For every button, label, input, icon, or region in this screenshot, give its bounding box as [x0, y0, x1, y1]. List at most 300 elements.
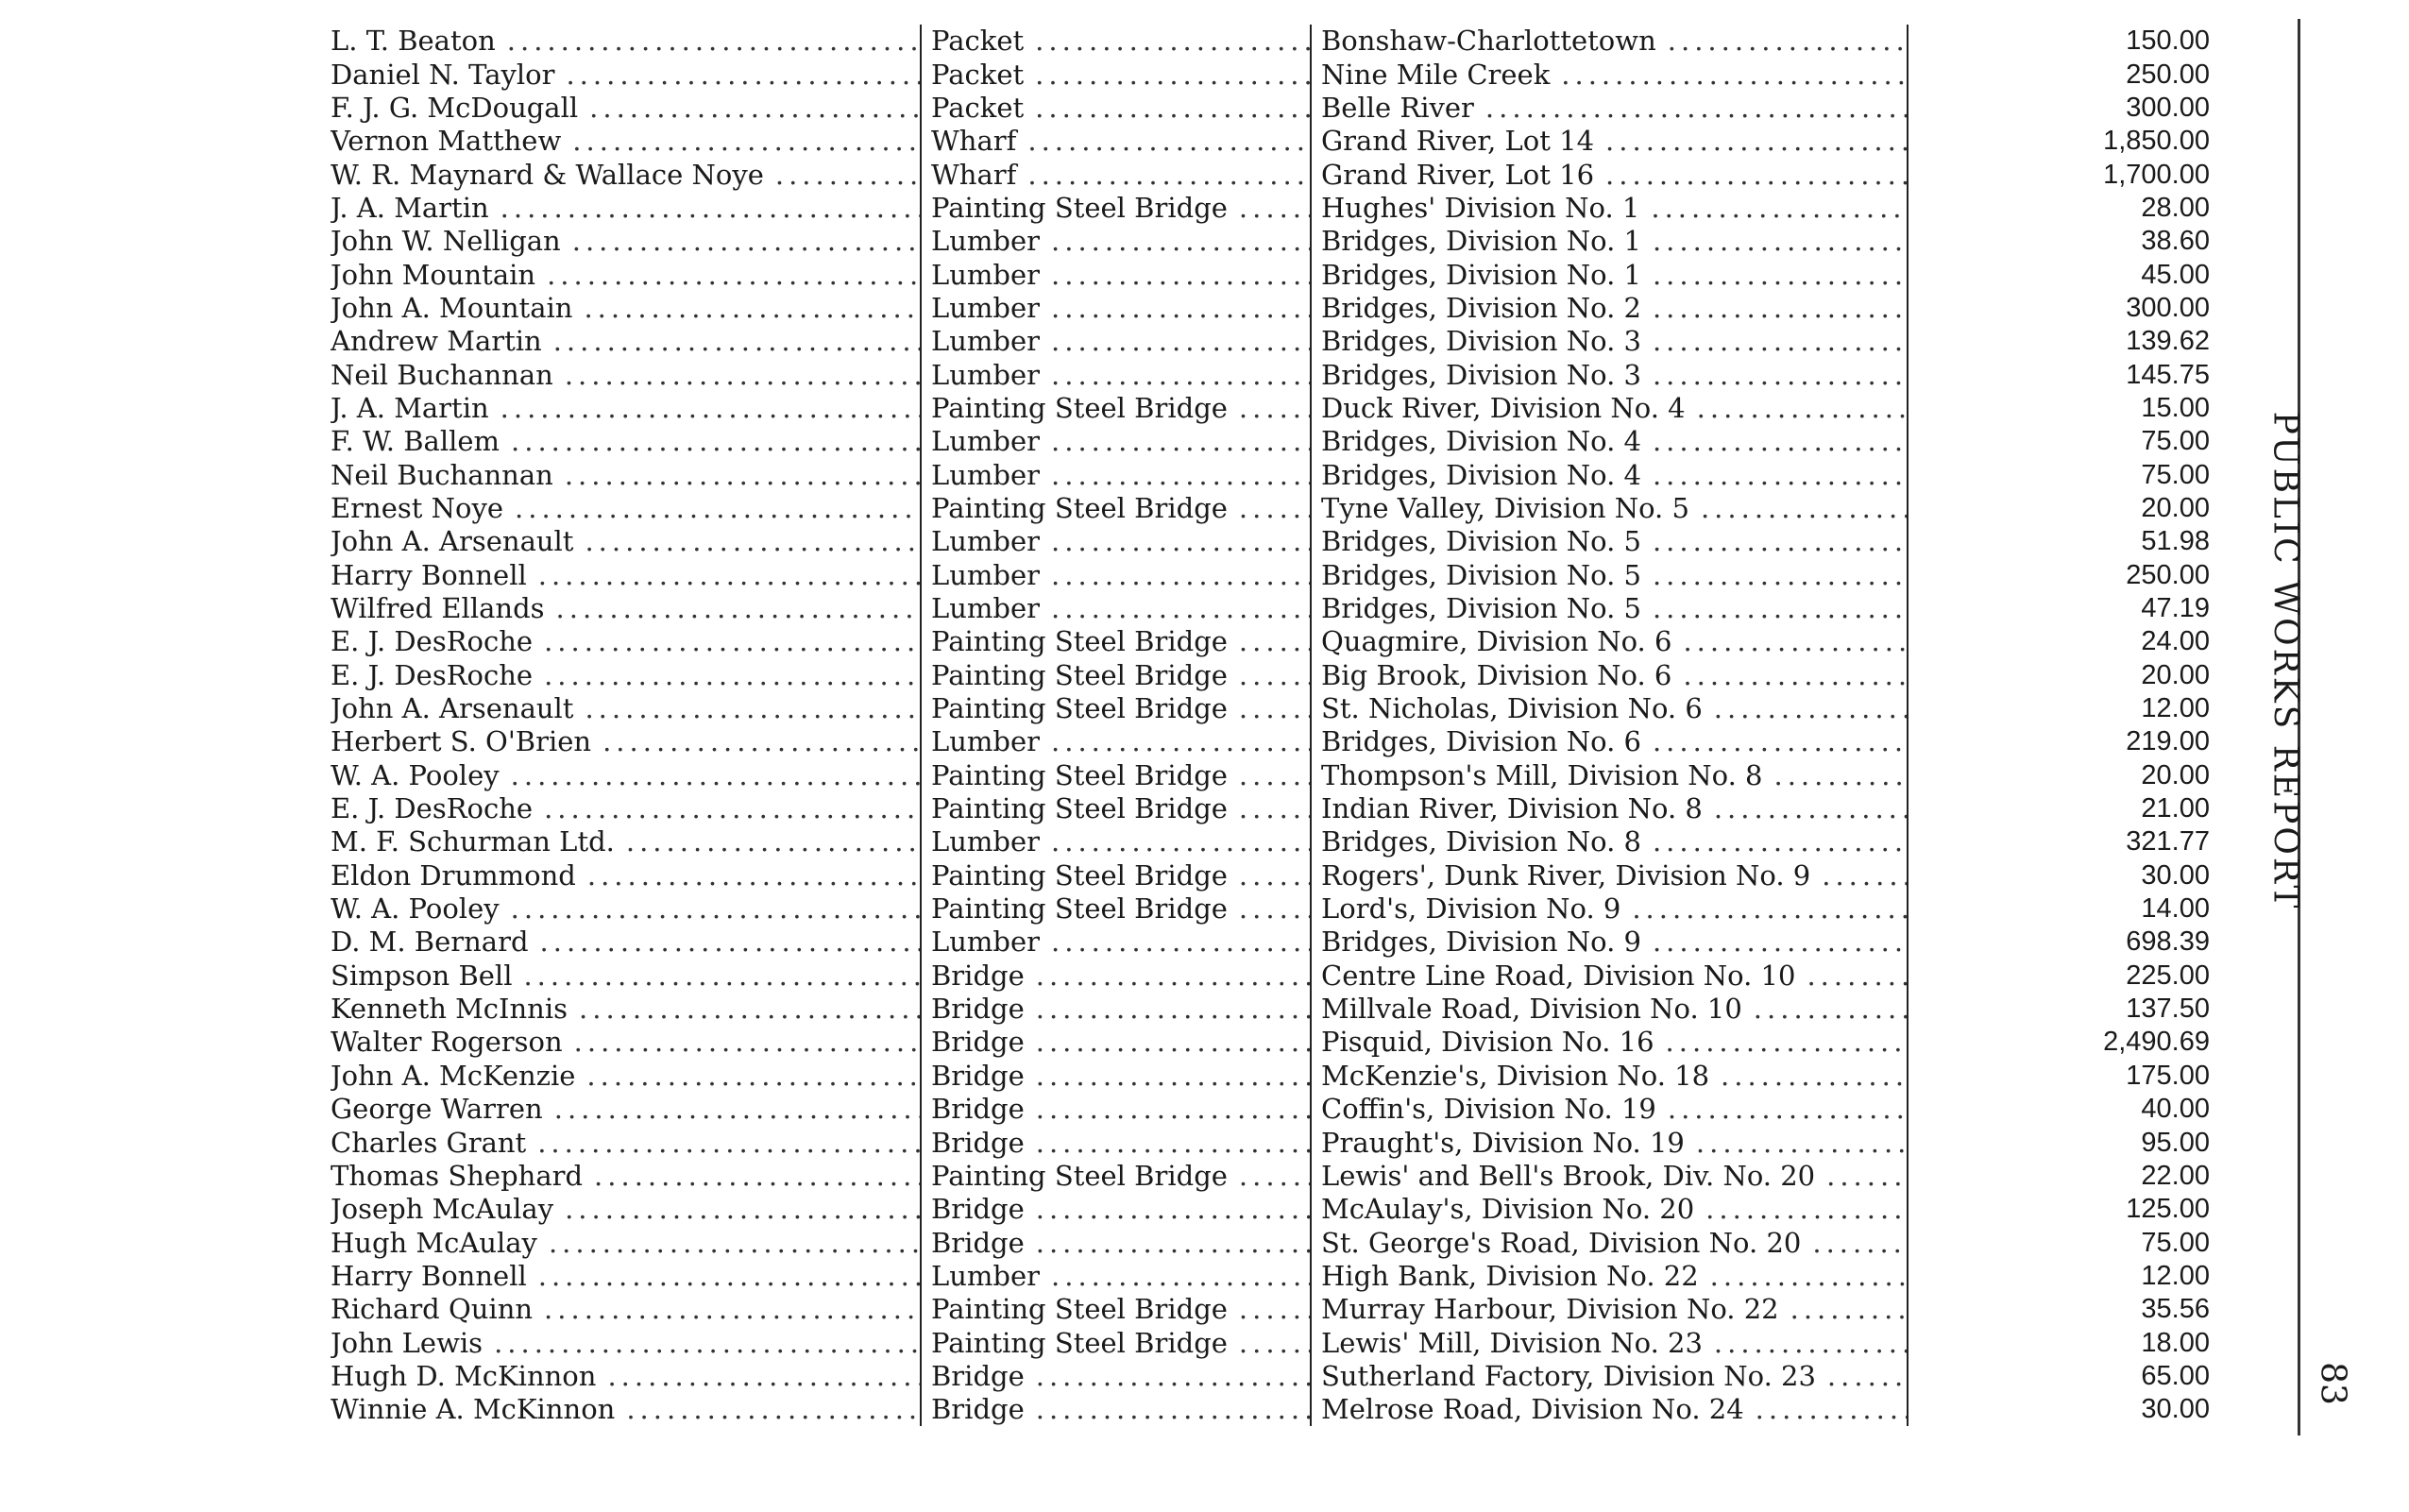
table-row [331, 192, 2238, 225]
work-location: Lord's, Division No. 9 [1321, 892, 1621, 926]
amount: 22.00 [2141, 1160, 2210, 1191]
amount: 150.00 [2126, 25, 2210, 57]
dot-leader [547, 259, 920, 292]
work-location-cell [1311, 458, 1908, 491]
payee-name-cell [331, 92, 921, 125]
work-type: Lumber [931, 325, 1041, 358]
work-type-cell [921, 1326, 1311, 1359]
dot-leader [1632, 892, 1907, 926]
dot-leader [538, 1260, 920, 1293]
dot-leader [544, 792, 920, 825]
table-row [331, 1226, 2238, 1259]
work-location: Grand River, Lot 16 [1321, 158, 1595, 191]
payee-name: W. A. Pooley [331, 892, 500, 926]
dot-leader [572, 225, 920, 258]
payee-name-cell [331, 1060, 921, 1093]
payee-name-cell [331, 58, 921, 91]
payee-name: E. J. DesRoche [331, 625, 534, 658]
amount: 15.00 [2141, 392, 2210, 423]
work-location: Lewis' and Bell's Brook, Div. No. 20 [1321, 1159, 1816, 1192]
payments-table-body [331, 25, 2238, 1426]
dot-leader [1721, 1060, 1907, 1093]
work-location: Bridges, Division No. 2 [1321, 291, 1641, 324]
dot-leader [1653, 425, 1907, 458]
work-type: Bridge [931, 1059, 1025, 1092]
work-type: Packet [931, 58, 1025, 91]
dot-leader [1714, 692, 1907, 725]
work-type: Lumber [931, 458, 1041, 491]
amount: 75.00 [2141, 1227, 2210, 1258]
work-location-cell [1311, 1293, 1908, 1326]
table-row [331, 225, 2238, 258]
table-row [331, 125, 2238, 158]
dot-leader [1239, 1293, 1310, 1326]
payee-name: F. J. G. McDougall [331, 91, 579, 124]
work-type: Lumber [931, 1259, 1041, 1292]
table-row [331, 1093, 2238, 1126]
work-location-cell [1311, 725, 1908, 758]
dot-leader [1790, 1293, 1907, 1326]
work-type: Bridge [931, 1126, 1025, 1159]
dot-leader [511, 425, 920, 458]
work-location: Grand River, Lot 14 [1321, 125, 1595, 158]
amount: 30.00 [2141, 1394, 2210, 1425]
dot-leader [1653, 926, 1907, 959]
payee-name: W. A. Pooley [331, 758, 500, 791]
dot-leader [1653, 359, 1907, 392]
work-location: Bridges, Division No. 5 [1321, 525, 1641, 558]
work-type-cell [921, 492, 1311, 525]
amount: 47.19 [2141, 593, 2210, 624]
work-location: Hughes' Division No. 1 [1321, 191, 1640, 224]
amount: 95.00 [2141, 1127, 2210, 1158]
dot-leader [1051, 926, 1310, 959]
work-location-cell [1311, 1126, 1908, 1159]
work-location-cell [1311, 625, 1908, 658]
amount: 40.00 [2141, 1094, 2210, 1125]
dot-leader [1653, 325, 1907, 358]
work-location: Pisquid, Division No. 16 [1321, 1026, 1654, 1059]
dot-leader [1035, 59, 1310, 92]
work-location: Belle River [1321, 91, 1474, 124]
amount: 300.00 [2126, 292, 2210, 323]
work-type: Painting Steel Bridge [931, 758, 1228, 791]
work-type: Lumber [931, 725, 1041, 758]
payee-name-cell [331, 1393, 921, 1426]
table-row [331, 492, 2238, 525]
dot-leader [1027, 125, 1310, 158]
work-location-cell [1311, 993, 1908, 1026]
payee-name: John Lewis [331, 1326, 483, 1359]
table-row [331, 859, 2238, 892]
dot-leader [507, 25, 920, 58]
payee-name: L. T. Beaton [331, 25, 496, 58]
payee-name-cell [331, 1126, 921, 1159]
dot-leader [523, 960, 920, 993]
work-type: Painting Steel Bridge [931, 1159, 1228, 1192]
work-location-cell [1311, 1260, 1908, 1293]
dot-leader [775, 159, 920, 192]
payee-name: M. F. Schurman Ltd. [331, 825, 615, 858]
dot-leader [587, 859, 920, 892]
table-row [331, 625, 2238, 658]
work-location: Bridges, Division No. 8 [1321, 825, 1641, 858]
amount: 300.00 [2126, 92, 2210, 123]
work-location: Duck River, Division No. 4 [1321, 391, 1686, 424]
payee-name: Thomas Shephard [331, 1159, 584, 1192]
amount: 35.56 [2141, 1294, 2210, 1325]
dot-leader [549, 1227, 920, 1260]
work-location-cell [1311, 58, 1908, 91]
dot-leader [537, 1127, 920, 1160]
payee-name: John A. McKenzie [331, 1059, 576, 1092]
payee-name: Herbert S. O'Brien [331, 725, 592, 758]
dot-leader [602, 725, 920, 758]
payee-name-cell [331, 859, 921, 892]
table-row [331, 458, 2238, 491]
work-type: Bridge [931, 959, 1025, 992]
table-row [331, 926, 2238, 959]
work-type-cell [921, 392, 1311, 425]
amount: 12.00 [2141, 1260, 2210, 1291]
dot-leader [1653, 525, 1907, 558]
payee-name: D. M. Bernard [331, 926, 529, 959]
table-row [331, 1393, 2238, 1426]
work-type-cell [921, 158, 1311, 191]
work-type: Painting Steel Bridge [931, 1326, 1228, 1359]
work-type-cell [921, 358, 1311, 391]
work-location-cell [1311, 960, 1908, 993]
table-row [331, 425, 2238, 458]
payee-name-cell [331, 825, 921, 858]
payee-name: George Warren [331, 1093, 543, 1126]
work-location: Bridges, Division No. 1 [1321, 258, 1641, 291]
work-location: Bridges, Division No. 4 [1321, 425, 1641, 458]
payee-name: Simpson Bell [331, 959, 513, 992]
work-type: Lumber [931, 592, 1041, 625]
work-type: Lumber [931, 525, 1041, 558]
work-type-cell [921, 425, 1311, 458]
work-location-cell [1311, 1393, 1908, 1426]
table-row [331, 258, 2238, 291]
dot-leader [553, 325, 920, 358]
table-row [331, 358, 2238, 391]
amount: 137.50 [2126, 994, 2210, 1025]
dot-leader [1807, 960, 1907, 993]
dot-leader [1051, 325, 1310, 358]
work-location-cell [1311, 1160, 1908, 1193]
work-type-cell [921, 1093, 1311, 1126]
work-type-cell [921, 58, 1311, 91]
work-type-cell [921, 859, 1311, 892]
work-location: Lewis' Mill, Division No. 23 [1321, 1326, 1703, 1359]
dot-leader [1036, 1360, 1310, 1393]
work-location-cell [1311, 392, 1908, 425]
table-row [331, 993, 2238, 1026]
work-location: Coffin's, Division No. 19 [1321, 1093, 1656, 1126]
work-location: Rogers', Dunk River, Division No. 9 [1321, 858, 1811, 892]
dot-leader [1666, 1026, 1907, 1059]
payee-name: Hugh D. McKinnon [331, 1359, 597, 1392]
amount: 38.60 [2141, 226, 2210, 257]
work-location-cell [1311, 859, 1908, 892]
amount: 14.00 [2141, 893, 2210, 925]
payee-name: John A. Mountain [331, 291, 573, 324]
work-location-cell [1311, 158, 1908, 191]
dot-leader [540, 926, 920, 959]
table-row [331, 825, 2238, 858]
payee-name: Winnie A. McKinnon [331, 1393, 616, 1426]
work-type-cell [921, 960, 1311, 993]
dot-leader [511, 759, 920, 792]
amount: 21.00 [2141, 793, 2210, 824]
payee-name-cell [331, 659, 921, 692]
payee-name-cell [331, 125, 921, 158]
amount: 45.00 [2141, 259, 2210, 290]
payee-name-cell [331, 1360, 921, 1393]
amount: 12.00 [2141, 693, 2210, 724]
amount: 250.00 [2126, 59, 2210, 90]
amount: 250.00 [2126, 559, 2210, 590]
dot-leader [1239, 692, 1310, 725]
payee-name: Andrew Martin [331, 325, 542, 358]
work-location-cell [1311, 325, 1908, 358]
dot-leader [1239, 625, 1310, 658]
dot-leader [565, 1193, 920, 1226]
dot-leader [574, 1026, 920, 1059]
payee-name-cell [331, 325, 921, 358]
work-location-cell [1311, 525, 1908, 558]
table-row [331, 559, 2238, 592]
dot-leader [544, 625, 920, 658]
dot-leader [515, 492, 920, 525]
amount: 28.00 [2141, 192, 2210, 223]
dot-leader [1051, 525, 1310, 558]
work-type: Bridge [931, 1026, 1025, 1059]
table-row [331, 1126, 2238, 1159]
dot-leader [1485, 92, 1907, 125]
work-location-cell [1311, 358, 1908, 391]
work-location-cell [1311, 492, 1908, 525]
work-type-cell [921, 1393, 1311, 1426]
payee-name-cell [331, 1326, 921, 1359]
work-type: Packet [931, 91, 1025, 124]
table-row [331, 659, 2238, 692]
dot-leader [1036, 1060, 1310, 1093]
dot-leader [585, 525, 920, 558]
work-location: McKenzie's, Division No. 18 [1321, 1059, 1710, 1092]
work-type: Lumber [931, 558, 1041, 591]
amount: 18.00 [2141, 1327, 2210, 1358]
dot-leader [1812, 1227, 1907, 1260]
amount: 139.62 [2126, 326, 2210, 357]
dot-leader [1051, 459, 1310, 492]
dot-leader [586, 1060, 920, 1093]
dot-leader [572, 125, 920, 158]
work-type-cell [921, 125, 1311, 158]
work-location: Nine Mile Creek [1321, 58, 1551, 91]
amount: 321.77 [2126, 826, 2210, 858]
work-type-cell [921, 192, 1311, 225]
dot-leader [538, 559, 920, 592]
work-location-cell [1311, 425, 1908, 458]
amount: 20.00 [2141, 492, 2210, 523]
dot-leader [1754, 993, 1907, 1026]
amount: 65.00 [2141, 1360, 2210, 1391]
work-type: Bridge [931, 1393, 1025, 1426]
dot-leader [1653, 259, 1907, 292]
dot-leader [565, 359, 920, 392]
amount: 24.00 [2141, 626, 2210, 657]
dot-leader [1653, 459, 1907, 492]
payee-name: E. J. DesRoche [331, 792, 534, 825]
work-location-cell [1311, 292, 1908, 325]
dot-leader [566, 59, 920, 92]
payee-name: W. R. Maynard & Wallace Noye [331, 158, 764, 191]
work-type: Painting Steel Bridge [931, 191, 1228, 224]
payee-name-cell [331, 458, 921, 491]
payee-name: Harry Bonnell [331, 558, 527, 591]
dot-leader [1756, 1393, 1907, 1426]
amount: 125.00 [2126, 1194, 2210, 1225]
work-location: Bridges, Division No. 4 [1321, 458, 1641, 491]
payee-name-cell [331, 1226, 921, 1259]
table-row [331, 158, 2238, 191]
work-type: Painting Steel Bridge [931, 658, 1228, 691]
dot-leader [554, 1093, 920, 1126]
dot-leader [1036, 1026, 1310, 1059]
dot-leader [1605, 159, 1907, 192]
table-row [331, 759, 2238, 792]
payee-name: Richard Quinn [331, 1293, 534, 1326]
dot-leader [500, 192, 920, 225]
work-type-cell [921, 926, 1311, 959]
dot-leader [1827, 1360, 1907, 1393]
table-row [331, 58, 2238, 91]
work-location: St. George's Road, Division No. 20 [1321, 1226, 1802, 1259]
dot-leader [1705, 1193, 1907, 1226]
work-type-cell [921, 692, 1311, 725]
table-row [331, 792, 2238, 825]
work-type-cell [921, 1193, 1311, 1226]
payee-name-cell [331, 892, 921, 926]
payee-name: John A. Arsenault [331, 692, 574, 725]
dot-leader [1036, 1193, 1310, 1226]
work-type: Lumber [931, 926, 1041, 959]
payee-name-cell [331, 258, 921, 291]
work-location: Centre Line Road, Division No. 10 [1321, 959, 1796, 992]
work-type: Wharf [931, 125, 1017, 158]
payee-name: John A. Arsenault [331, 525, 574, 558]
work-type-cell [921, 225, 1311, 258]
table-row [331, 92, 2238, 125]
dot-leader [1653, 725, 1907, 758]
payee-name-cell [331, 1160, 921, 1193]
payee-name: Walter Rogerson [331, 1026, 563, 1059]
dot-leader [1051, 725, 1310, 758]
payee-name-cell [331, 993, 921, 1026]
work-location: Tyne Valley, Division No. 5 [1321, 491, 1689, 524]
work-location-cell [1311, 926, 1908, 959]
payee-name: J. A. Martin [331, 391, 489, 424]
work-type: Painting Steel Bridge [931, 391, 1228, 424]
work-type: Wharf [931, 158, 1017, 191]
work-type-cell [921, 1260, 1311, 1293]
work-type-cell [921, 292, 1311, 325]
payee-name: E. J. DesRoche [331, 658, 534, 691]
dot-leader [1051, 825, 1310, 858]
work-type: Painting Steel Bridge [931, 792, 1228, 825]
work-location: McAulay's, Division No. 20 [1321, 1193, 1695, 1226]
work-location: Praught's, Division No. 19 [1321, 1126, 1685, 1159]
dot-leader [1774, 759, 1908, 792]
dot-leader [1036, 1227, 1310, 1260]
payee-name-cell [331, 358, 921, 391]
work-location: Big Brook, Division No. 6 [1321, 658, 1672, 691]
work-location-cell [1311, 1060, 1908, 1093]
dot-leader [1668, 25, 1907, 58]
work-type: Painting Steel Bridge [931, 892, 1228, 926]
work-type-cell [921, 1060, 1311, 1093]
dot-leader [500, 392, 920, 425]
work-location-cell [1311, 592, 1908, 625]
amount: 145.75 [2126, 359, 2210, 390]
dot-leader [1036, 1093, 1310, 1126]
payee-name: J. A. Martin [331, 191, 489, 224]
amount: 51.98 [2141, 526, 2210, 557]
work-location: Bridges, Division No. 6 [1321, 725, 1641, 758]
payee-name-cell [331, 1026, 921, 1059]
payee-name-cell [331, 525, 921, 558]
payee-name-cell [331, 926, 921, 959]
work-type-cell [921, 1226, 1311, 1259]
dot-leader [1239, 859, 1310, 892]
work-location-cell [1311, 759, 1908, 792]
work-type: Bridge [931, 1093, 1025, 1126]
work-type: Painting Steel Bridge [931, 491, 1228, 524]
work-location: High Bank, Division No. 22 [1321, 1259, 1699, 1292]
dot-leader [589, 92, 920, 125]
work-location: Bridges, Division No. 9 [1321, 926, 1641, 959]
work-type: Painting Steel Bridge [931, 625, 1228, 658]
payee-name-cell [331, 292, 921, 325]
work-location: Thompson's Mill, Division No. 8 [1321, 758, 1763, 791]
work-type-cell [921, 458, 1311, 491]
payee-name: Charles Grant [331, 1126, 527, 1159]
work-type: Lumber [931, 825, 1041, 858]
dot-leader [556, 592, 920, 625]
dot-leader [1668, 1093, 1907, 1126]
work-location-cell [1311, 225, 1908, 258]
table-row [331, 525, 2238, 558]
dot-leader [1239, 392, 1310, 425]
work-location-cell [1311, 792, 1908, 825]
dot-leader [1653, 559, 1907, 592]
payee-name: Harry Bonnell [331, 1259, 527, 1292]
payee-name-cell [331, 425, 921, 458]
work-type: Bridge [931, 993, 1025, 1026]
table-row [331, 1193, 2238, 1226]
dot-leader [626, 825, 920, 858]
table-row [331, 392, 2238, 425]
dot-leader [1239, 892, 1310, 926]
work-location-cell [1311, 125, 1908, 158]
work-type-cell [921, 993, 1311, 1026]
work-type: Bridge [931, 1193, 1025, 1226]
work-location: Millvale Road, Division No. 10 [1321, 993, 1742, 1026]
table-row [331, 892, 2238, 926]
payee-name: Daniel N. Taylor [331, 58, 555, 91]
